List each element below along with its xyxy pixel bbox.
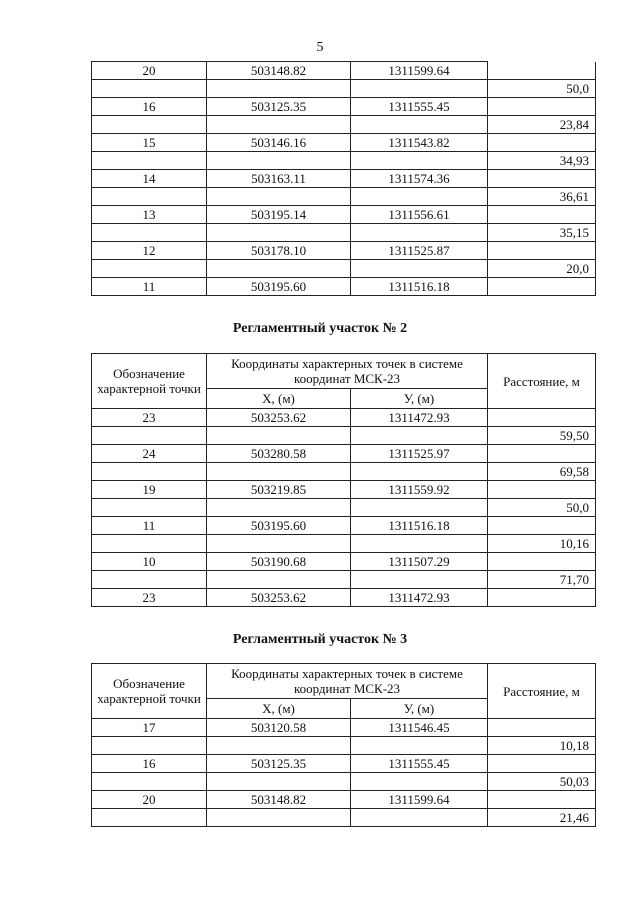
table-row: [92, 791, 596, 809]
empty-cell: [351, 152, 488, 170]
page-number: 5: [316, 40, 324, 55]
y-coordinate: 1311525.97: [351, 445, 488, 463]
point-number: 16: [92, 755, 207, 773]
table-row: [92, 445, 596, 463]
table-row: [92, 224, 596, 242]
empty-cell: [92, 152, 207, 170]
point-number: 15: [92, 134, 207, 152]
table-row: [92, 755, 596, 773]
distance-cell: [488, 170, 596, 188]
empty-cell: [351, 809, 488, 827]
distance-value: 10,18: [488, 737, 596, 755]
distance-cell: [488, 719, 596, 737]
point-number: 17: [92, 719, 207, 737]
empty-cell: [92, 571, 207, 589]
distance-cell: [488, 481, 596, 499]
distance-cell: [488, 98, 596, 116]
empty-cell: [207, 188, 351, 206]
x-coordinate: 503120.58: [207, 719, 351, 737]
x-coordinate: 503195.14: [207, 206, 351, 224]
point-number: 10: [92, 553, 207, 571]
distance-value: 50,03: [488, 773, 596, 791]
empty-cell: [351, 773, 488, 791]
point-number: 11: [92, 278, 207, 296]
table-row: [92, 589, 596, 607]
empty-cell: [92, 535, 207, 553]
table-row: [92, 152, 596, 170]
table-row: [92, 535, 596, 553]
empty-cell: [351, 188, 488, 206]
table-row: [92, 517, 596, 535]
y-coordinate: 1311472.93: [351, 409, 488, 427]
point-number: 13: [92, 206, 207, 224]
table-row: [92, 278, 596, 296]
y-coordinate: 1311555.45: [351, 98, 488, 116]
point-number: 19: [92, 481, 207, 499]
empty-cell: [92, 260, 207, 278]
empty-cell: [351, 260, 488, 278]
empty-cell: [207, 116, 351, 134]
y-coordinate: 1311516.18: [351, 278, 488, 296]
point-number: 23: [92, 589, 207, 607]
table-row: [92, 260, 596, 278]
coordinates-table-1: [91, 61, 596, 296]
y-coordinate: 1311546.45: [351, 719, 488, 737]
x-coordinate: 503125.35: [207, 98, 351, 116]
header-coordinates: Координаты характерных точек в системе координат МСК-23: [207, 354, 488, 389]
empty-cell: [351, 535, 488, 553]
distance-cell: [488, 278, 596, 296]
table-row: [92, 481, 596, 499]
table-row: [92, 737, 596, 755]
empty-cell: [207, 773, 351, 791]
distance-cell: [488, 242, 596, 260]
x-coordinate: 503146.16: [207, 134, 351, 152]
distance-cell: [488, 755, 596, 773]
point-number: 11: [92, 517, 207, 535]
empty-cell: [92, 737, 207, 755]
empty-cell: [351, 427, 488, 445]
table-row: [92, 499, 596, 517]
table-row: [92, 463, 596, 481]
y-coordinate: 1311516.18: [351, 517, 488, 535]
header-x: X, (м): [207, 699, 351, 719]
distance-value: 20,0: [488, 260, 596, 278]
empty-cell: [207, 80, 351, 98]
point-number: 12: [92, 242, 207, 260]
empty-cell: [207, 427, 351, 445]
table-row: [92, 242, 596, 260]
y-coordinate: 1311525.87: [351, 242, 488, 260]
empty-cell: [92, 463, 207, 481]
empty-cell: [351, 116, 488, 134]
table-row: [92, 170, 596, 188]
table-row: [92, 80, 596, 98]
empty-cell: [207, 737, 351, 755]
empty-cell: [351, 80, 488, 98]
header-point: Обозначение характерной точки: [92, 664, 207, 719]
distance-value: 50,0: [488, 80, 596, 98]
empty-cell: [351, 224, 488, 242]
distance-value: 21,46: [488, 809, 596, 827]
empty-cell: [92, 116, 207, 134]
header-coordinates: Координаты характерных точек в системе координат МСК-23: [207, 664, 488, 699]
distance-cell: [488, 206, 596, 224]
x-coordinate: 503253.62: [207, 409, 351, 427]
point-number: 23: [92, 409, 207, 427]
y-coordinate: 1311543.82: [351, 134, 488, 152]
header-distance: Расстояние, м: [488, 664, 596, 719]
distance-cell: [488, 134, 596, 152]
empty-cell: [351, 737, 488, 755]
table-row: [92, 134, 596, 152]
distance-value: 10,16: [488, 535, 596, 553]
empty-cell: [207, 152, 351, 170]
table-row: [92, 427, 596, 445]
table-row: [92, 62, 596, 80]
empty-cell: [207, 499, 351, 517]
x-coordinate: 503219.85: [207, 481, 351, 499]
point-number: 24: [92, 445, 207, 463]
header-y: У, (м): [351, 699, 488, 719]
distance-cell: [488, 589, 596, 607]
distance-value: 50,0: [488, 499, 596, 517]
distance-cell: [488, 517, 596, 535]
y-coordinate: 1311507.29: [351, 553, 488, 571]
table-row: [92, 553, 596, 571]
empty-cell: [207, 809, 351, 827]
empty-cell: [92, 188, 207, 206]
y-coordinate: 1311599.64: [351, 791, 488, 809]
x-coordinate: 503163.11: [207, 170, 351, 188]
header-distance: Расстояние, м: [488, 354, 596, 409]
distance-value: 36,61: [488, 188, 596, 206]
empty-cell: [351, 499, 488, 517]
distance-value: 34,93: [488, 152, 596, 170]
point-number: 20: [92, 62, 207, 80]
x-coordinate: 503195.60: [207, 278, 351, 296]
y-coordinate: 1311559.92: [351, 481, 488, 499]
empty-cell: [351, 463, 488, 481]
distance-value: 71,70: [488, 571, 596, 589]
distance-value: 35,15: [488, 224, 596, 242]
empty-cell: [351, 571, 488, 589]
coordinates-table-2: [91, 353, 596, 607]
header-x: X, (м): [207, 389, 351, 409]
empty-cell: [92, 499, 207, 517]
empty-cell: [207, 571, 351, 589]
header-point: Обозначение характерной точки: [92, 354, 207, 409]
x-coordinate: 503280.58: [207, 445, 351, 463]
y-coordinate: 1311555.45: [351, 755, 488, 773]
table-row: [92, 206, 596, 224]
empty-cell: [92, 773, 207, 791]
x-coordinate: 503148.82: [207, 62, 351, 80]
empty-cell: [207, 463, 351, 481]
empty-cell: [207, 535, 351, 553]
x-coordinate: 503148.82: [207, 791, 351, 809]
x-coordinate: 503195.60: [207, 517, 351, 535]
empty-cell: [92, 80, 207, 98]
point-number: 20: [92, 791, 207, 809]
table-row: [92, 409, 596, 427]
header-y: У, (м): [351, 389, 488, 409]
y-coordinate: 1311472.93: [351, 589, 488, 607]
coordinates-table-3: [91, 663, 596, 827]
empty-cell: [92, 427, 207, 445]
distance-cell: [488, 409, 596, 427]
x-coordinate: 503178.10: [207, 242, 351, 260]
table-row: [92, 116, 596, 134]
distance-cell: [488, 445, 596, 463]
distance-value: 23,84: [488, 116, 596, 134]
distance-cell: [488, 553, 596, 571]
empty-cell: [207, 260, 351, 278]
table-row: [92, 571, 596, 589]
distance-value: 69,58: [488, 463, 596, 481]
section-3-title: Регламентный участок № 3: [232, 632, 408, 647]
table-row: [92, 188, 596, 206]
table-row: [92, 98, 596, 116]
y-coordinate: 1311556.61: [351, 206, 488, 224]
x-coordinate: 503190.68: [207, 553, 351, 571]
x-coordinate: 503125.35: [207, 755, 351, 773]
distance-cell: [488, 791, 596, 809]
point-number: 16: [92, 98, 207, 116]
empty-cell: [207, 224, 351, 242]
y-coordinate: 1311574.36: [351, 170, 488, 188]
distance-value: 59,50: [488, 427, 596, 445]
table-row: [92, 773, 596, 791]
table-row: [92, 809, 596, 827]
y-coordinate: 1311599.64: [351, 62, 488, 80]
section-2-title: Регламентный участок № 2: [232, 321, 408, 336]
x-coordinate: 503253.62: [207, 589, 351, 607]
empty-cell: [92, 224, 207, 242]
distance-cell: [488, 62, 596, 80]
point-number: 14: [92, 170, 207, 188]
empty-cell: [92, 809, 207, 827]
table-row: [92, 719, 596, 737]
